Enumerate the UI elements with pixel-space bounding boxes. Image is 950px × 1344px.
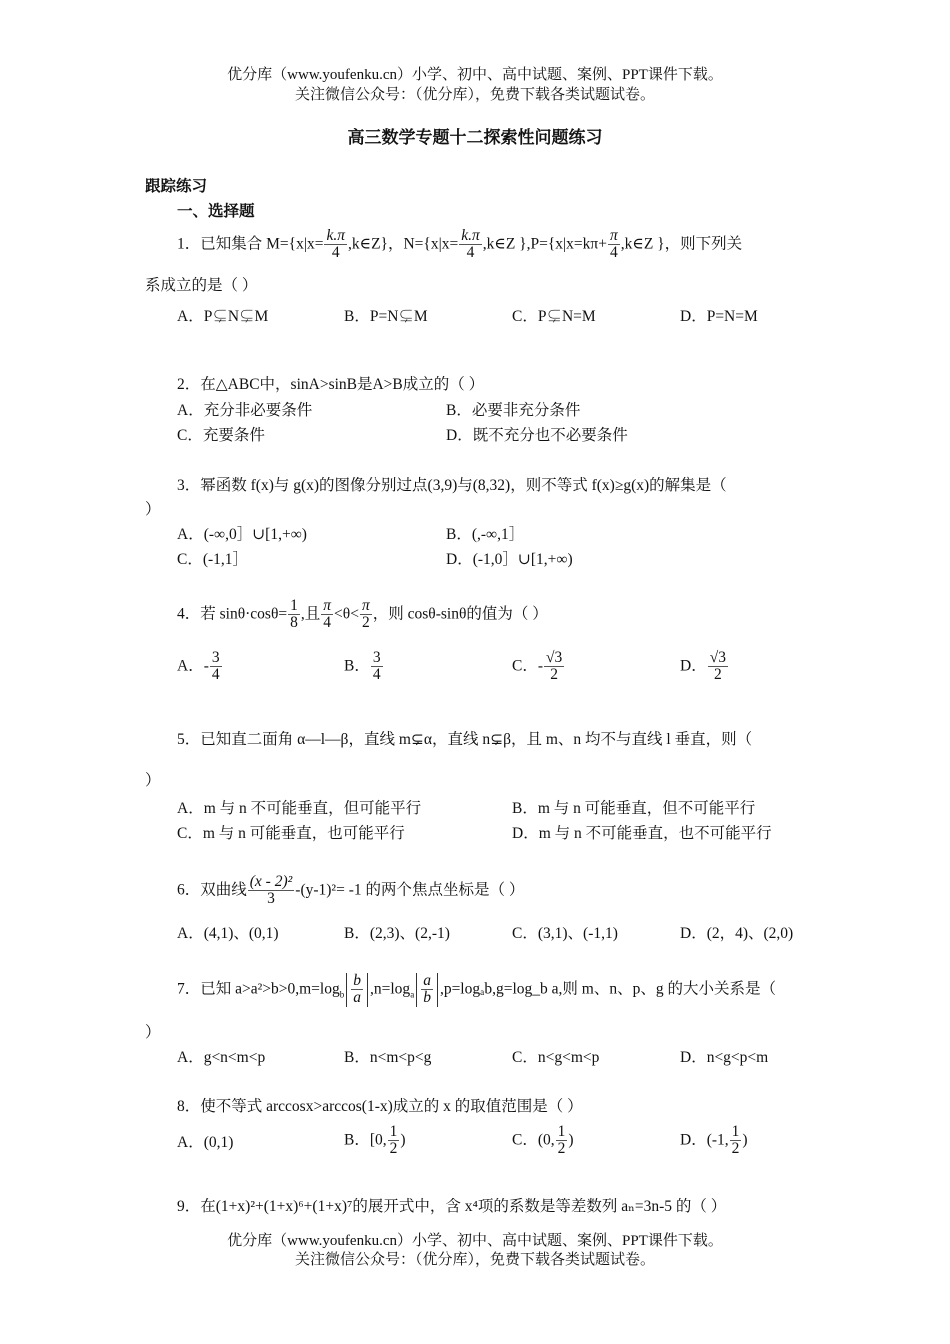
fraction: $\frac{1}{2}$ bbox=[389, 1123, 398, 1158]
question-3-option-b: B．(,-∞,1］ bbox=[446, 526, 525, 543]
section-heading: 跟踪练习 bbox=[145, 178, 208, 195]
fraction: $\frac{a}{b}$ bbox=[423, 972, 431, 1007]
question-1-option-c: C．P⊊N=M bbox=[512, 308, 596, 325]
fraction: $\frac{\text{(x - 2)²}}{3}$ bbox=[249, 873, 293, 908]
question-4-option-b: B． $\frac{3}{4}$ bbox=[344, 649, 381, 684]
fraction: $\frac{\pi}{4}$ bbox=[323, 597, 332, 632]
question-7-stem-cont: ） bbox=[145, 1024, 161, 1041]
question-8-stem: 8．使不等式 arccosx>arccos(1-x)成立的 x 的取值范围是（ ） bbox=[177, 1098, 583, 1115]
question-6-option-c: C．(3,1)、(-1,1) bbox=[512, 925, 618, 942]
question-7-option-b: B．n<m<p<g bbox=[344, 1049, 432, 1066]
footer-line-2: 关注微信公众号：（优分库），免费下载各类试题试卷。 bbox=[294, 1252, 655, 1268]
question-5-option-c: C．m 与 n 可能垂直，也可能平行 bbox=[177, 825, 405, 842]
question-2-option-d: D．既不充分也不必要条件 bbox=[446, 427, 628, 444]
question-7-option-c: C．n<g<m<p bbox=[512, 1049, 600, 1066]
question-4-option-d: D． $\frac{√3}{2}$ bbox=[680, 649, 726, 684]
question-8-option-b: B．[0, $\frac{1}{2}$ ) bbox=[344, 1123, 406, 1158]
question-1-option-a: A．P⊊N⊊M bbox=[177, 308, 269, 325]
question-1-option-b: B．P=N⊊M bbox=[344, 308, 428, 325]
page-title: 高三数学专题十二探索性问题练习 bbox=[347, 128, 603, 147]
question-3-stem: 3．幂函数 f(x)与 g(x)的图像分别过点(3,9)与(8,32)，则不等式 f(x)≥g(x)的解集是（ bbox=[177, 477, 727, 494]
question-2-option-a: A．充分非必要条件 bbox=[177, 402, 313, 419]
question-6-option-d: D．(2，4)、(2,0) bbox=[680, 925, 794, 942]
header-line-1: 优分库（www.youfenku.cn）小学、初中、高中试题、案例、PPT课件下载。 bbox=[227, 67, 723, 83]
fraction: $\frac{k.\pi}{4}$ bbox=[461, 227, 480, 262]
question-3-option-c: C．(-1,1］ bbox=[177, 551, 249, 568]
fraction: $\frac{\pi}{4}$ bbox=[609, 227, 618, 262]
fraction: $\frac{\pi}{2}$ bbox=[361, 597, 370, 632]
question-9-stem: 9．在(1+x)²+(1+x)⁶+(1+x)⁷的展开式中，含 x⁴项的系数是等差数列 aₙ=3n-5 的（ ） bbox=[177, 1198, 727, 1215]
question-3-option-d: D．(-1,0］∪[1,+∞) bbox=[446, 551, 573, 568]
question-5-option-a: A．m 与 n 不可能垂直，但可能平行 bbox=[177, 800, 422, 817]
fraction: $\frac{√3}{2}$ bbox=[709, 649, 726, 684]
question-4-option-a: A．- $\frac{3}{4}$ bbox=[177, 649, 220, 684]
fraction: $\frac{1}{8}$ bbox=[290, 597, 298, 632]
question-7-option-a: A．g<n<m<p bbox=[177, 1049, 266, 1066]
question-1-option-d: D．P=N=M bbox=[680, 308, 758, 325]
fraction: $\frac{k.\pi}{4}$ bbox=[326, 227, 345, 262]
question-2-option-b: B．必要非充分条件 bbox=[446, 402, 581, 419]
question-7-stem: 7．已知 $a>a^2>b>0,m=\log_b$ $\frac{b}{a}$ $,n=\log_a$ $\frac{a}{b}$ ,p=logₐb,g=log_b a,则 m、n、p、g 的大小关系是（ bbox=[177, 972, 776, 1007]
question-4-stem: 4．若 sinθ·cosθ= $\frac{1}{8}$ ,且 $\frac{\pi}{4}$ <θ< $\frac{\pi}{2}$ ，则 cosθ-sinθ的值为（ ） bbox=[177, 597, 548, 632]
question-6-option-b: B．(2,3)、(2,-1) bbox=[344, 925, 450, 942]
fraction: $\frac{1}{2}$ bbox=[557, 1123, 566, 1158]
question-5-stem: 5．已知直二面角 α—l—β，直线 m⊊α，直线 n⊊β，且 m、n 均不与直线 l 垂直，则（ bbox=[177, 731, 753, 748]
question-8-option-d: D．(-1, $\frac{1}{2}$ ) bbox=[680, 1123, 748, 1158]
question-8-option-c: C．(0, $\frac{1}{2}$ ) bbox=[512, 1123, 574, 1158]
question-4-option-c: C．- $\frac{√3}{2}$ bbox=[512, 649, 563, 684]
question-3-stem-cont: ） bbox=[145, 501, 161, 518]
fraction: $\frac{1}{2}$ bbox=[731, 1123, 740, 1158]
subsection-heading: 一、选择题 bbox=[177, 203, 255, 220]
question-5-option-d: D．m 与 n 不可能垂直，也不可能平行 bbox=[512, 825, 772, 842]
question-2-option-c: C．充要条件 bbox=[177, 427, 265, 444]
header-line-2: 关注微信公众号：（优分库），免费下载各类试题试卷。 bbox=[294, 87, 655, 103]
question-6-stem: 6．双曲线 $\frac{\text{(x - 2)²}}{3}$ -(y-1)²= -1 的两个焦点坐标是（ ） bbox=[177, 873, 525, 908]
question-2-stem: 2．在△ABC中，sinA>sinB是A>B成立的（ ） bbox=[177, 376, 485, 393]
fraction: $\frac{3}{4}$ bbox=[372, 649, 381, 684]
question-1-stem-cont: 系成立的是（ ） bbox=[145, 277, 258, 294]
question-5-option-b: B．m 与 n 可能垂直，但不可能平行 bbox=[512, 800, 756, 817]
question-8-option-a: A．(0,1) bbox=[177, 1134, 234, 1151]
question-5-stem-cont: ） bbox=[145, 772, 161, 789]
fraction: $\frac{√3}{2}$ bbox=[546, 649, 563, 684]
question-3-option-a: A．(-∞,0］∪[1,+∞) bbox=[177, 526, 307, 543]
question-1-stem: 1．已知集合 M={x|x= $\frac{k.\pi}{4}$ ,k∈Z}，N={x|x= $\frac{k.\pi}{4}$ ,k∈Z },P={x|x=kπ+ $\frac{\pi}{4}$ ,k∈Z }，则下列关 bbox=[177, 227, 743, 262]
question-6-option-a: A．(4,1)、(0,1) bbox=[177, 925, 279, 942]
fraction: $\frac{b}{a}$ bbox=[353, 972, 361, 1007]
footer-line-1: 优分库（www.youfenku.cn）小学、初中、高中试题、案例、PPT课件下载。 bbox=[227, 1233, 723, 1249]
question-7-option-d: D．n<g<p<m bbox=[680, 1049, 769, 1066]
fraction: $\frac{3}{4}$ bbox=[211, 649, 220, 684]
